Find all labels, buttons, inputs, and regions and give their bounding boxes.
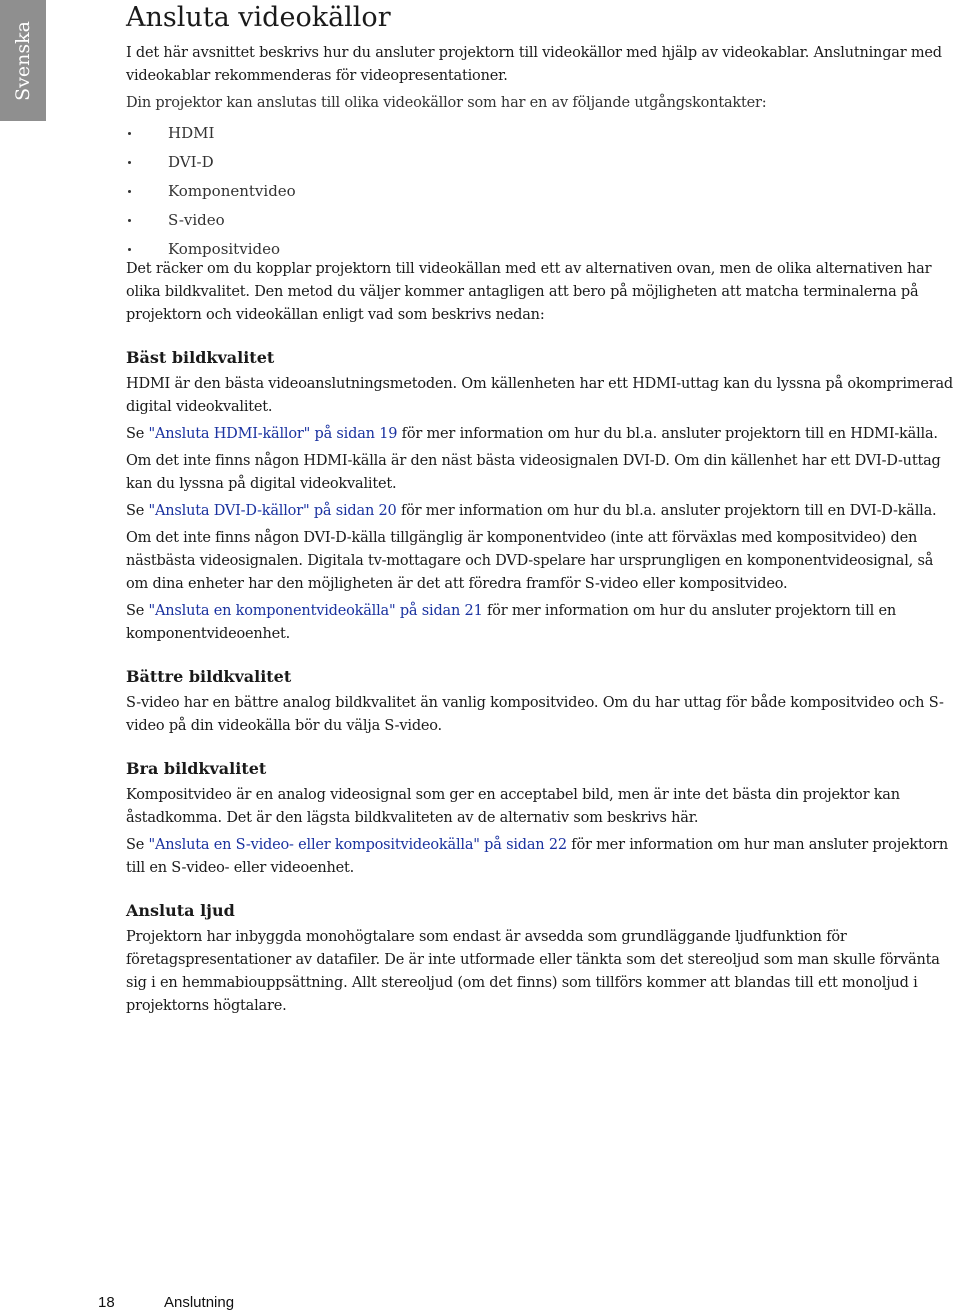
bullet-icon — [128, 161, 131, 164]
best-paragraph-3: Om det inte finns någon DVI-D-källa tillgänglig är komponentvideo (inte att förväxlas med kompositvideo) den nästbästa videosignalen. Digitala tv-mottagare och DVD-spelare har ursprungligen en komponentvideosignal, så om dina enheter har den möjligheten är det att föredra framför S-video eller kompositvideo. — [126, 530, 934, 592]
page-footer — [98, 1294, 234, 1311]
link-dvi-d-sources[interactable]: "Ansluta DVI-D-källor" på sidan 20 — [148, 503, 397, 519]
footer-section: Anslutning — [164, 1294, 235, 1311]
good-paragraph-1: Kompositvideo är en analog videosignal som ger en acceptabel bild, men är inte det bästa din projektor kan åstadkomma. Det är den lägsta bildkvaliteten av de alternativ som beskrivs här. — [126, 787, 900, 826]
best-reference-2: Se "Ansluta DVI-D-källor" på sidan 20 för mer information om hur du bl.a. ansluter projektorn till en DVI-D-källa. — [126, 503, 937, 519]
bullet-icon — [128, 248, 131, 251]
page-number: 18 — [98, 1294, 115, 1311]
language-tab-label: Svenska — [12, 20, 34, 101]
intro-paragraph-3: Det räcker om du kopplar projektorn till videokällan med ett av alternativen ovan, men de olika alternativen har olika bildkvalitet. Den metod du väljer kommer antagligen att bero på möjligheten att matcha terminalerna på projektorn och videokällan enligt vad som beskrivs nedan: — [126, 261, 932, 323]
section-heading-good: Bra bildkvalitet — [126, 759, 267, 778]
section-heading-best: Bäst bildkvalitet — [126, 348, 275, 367]
section-heading-audio: Ansluta ljud — [126, 901, 235, 920]
best-reference-1: Se "Ansluta HDMI-källor" på sidan 19 för mer information om hur du bl.a. ansluter projektorn till en HDMI-källa. — [126, 426, 938, 442]
list-item: S-video — [126, 206, 956, 235]
list-item: Kompositvideo — [126, 235, 956, 264]
connector-list — [126, 119, 956, 264]
list-item: DVI-D — [126, 148, 956, 177]
best-paragraph-1: HDMI är den bästa videoanslutningsmetoden. Om källenheten har ett HDMI-uttag kan du lyssna på okomprimerad digital videokvalitet. — [126, 376, 953, 415]
bullet-icon — [128, 190, 131, 193]
intro-paragraph-1: I det här avsnittet beskrivs hur du ansluter projektorn till videokällor med hjälp av videokablar. Anslutningar med videokablar rekommenderas för videopresentationer. — [126, 45, 942, 84]
intro-paragraph-2: Din projektor kan anslutas till olika videokällor som har en av följande utgångskontakter: — [126, 95, 767, 111]
body-text — [126, 42, 956, 1022]
bullet-icon — [128, 219, 131, 222]
link-hdmi-sources[interactable]: "Ansluta HDMI-källor" på sidan 19 — [148, 426, 398, 442]
better-paragraph-1: S-video har en bättre analog bildkvalitet än vanlig kompositvideo. Om du har uttag för både kompositvideo och S-video på din videokälla bör du välja S-video. — [126, 695, 944, 734]
best-reference-3: Se "Ansluta en komponentvideokälla" på sidan 21 för mer information om hur du ansluter projektorn till en komponentvideoenhet. — [126, 603, 897, 642]
good-reference: Se "Ansluta en S-video- eller kompositvideokälla" på sidan 22 för mer information om hur man ansluter projektorn till en S-video- eller videoenhet. — [126, 837, 948, 876]
section-heading-better: Bättre bildkvalitet — [126, 667, 292, 686]
bullet-icon — [128, 132, 131, 135]
best-paragraph-2: Om det inte finns någon HDMI-källa är den näst bästa videosignalen DVI-D. Om din källenhet har ett DVI-D-uttag kan du lyssna på digital videokvalitet. — [126, 453, 941, 492]
list-item: Komponentvideo — [126, 177, 956, 206]
page-title: Ansluta videokällor — [126, 2, 391, 33]
link-component-source[interactable]: "Ansluta en komponentvideokälla" på sidan 21 — [148, 603, 483, 619]
list-item: HDMI — [126, 119, 956, 148]
audio-paragraph-1: Projektorn har inbyggda monohögtalare som endast är avsedda som grundläggande ljudfunktion för företagspresentationer av datafiler. De är inte utformade eller tänkta som det stereoljud som man skulle förvänta sig i en hemmabiouppsättning. Allt stereoljud (om det finns) som tillförs kommer att blandas till ett monoljud i projektorns högtalare. — [126, 929, 940, 1014]
language-tab — [0, 0, 46, 121]
link-svideo-composite-source[interactable]: "Ansluta en S-video- eller kompositvideokälla" på sidan 22 — [148, 837, 567, 853]
